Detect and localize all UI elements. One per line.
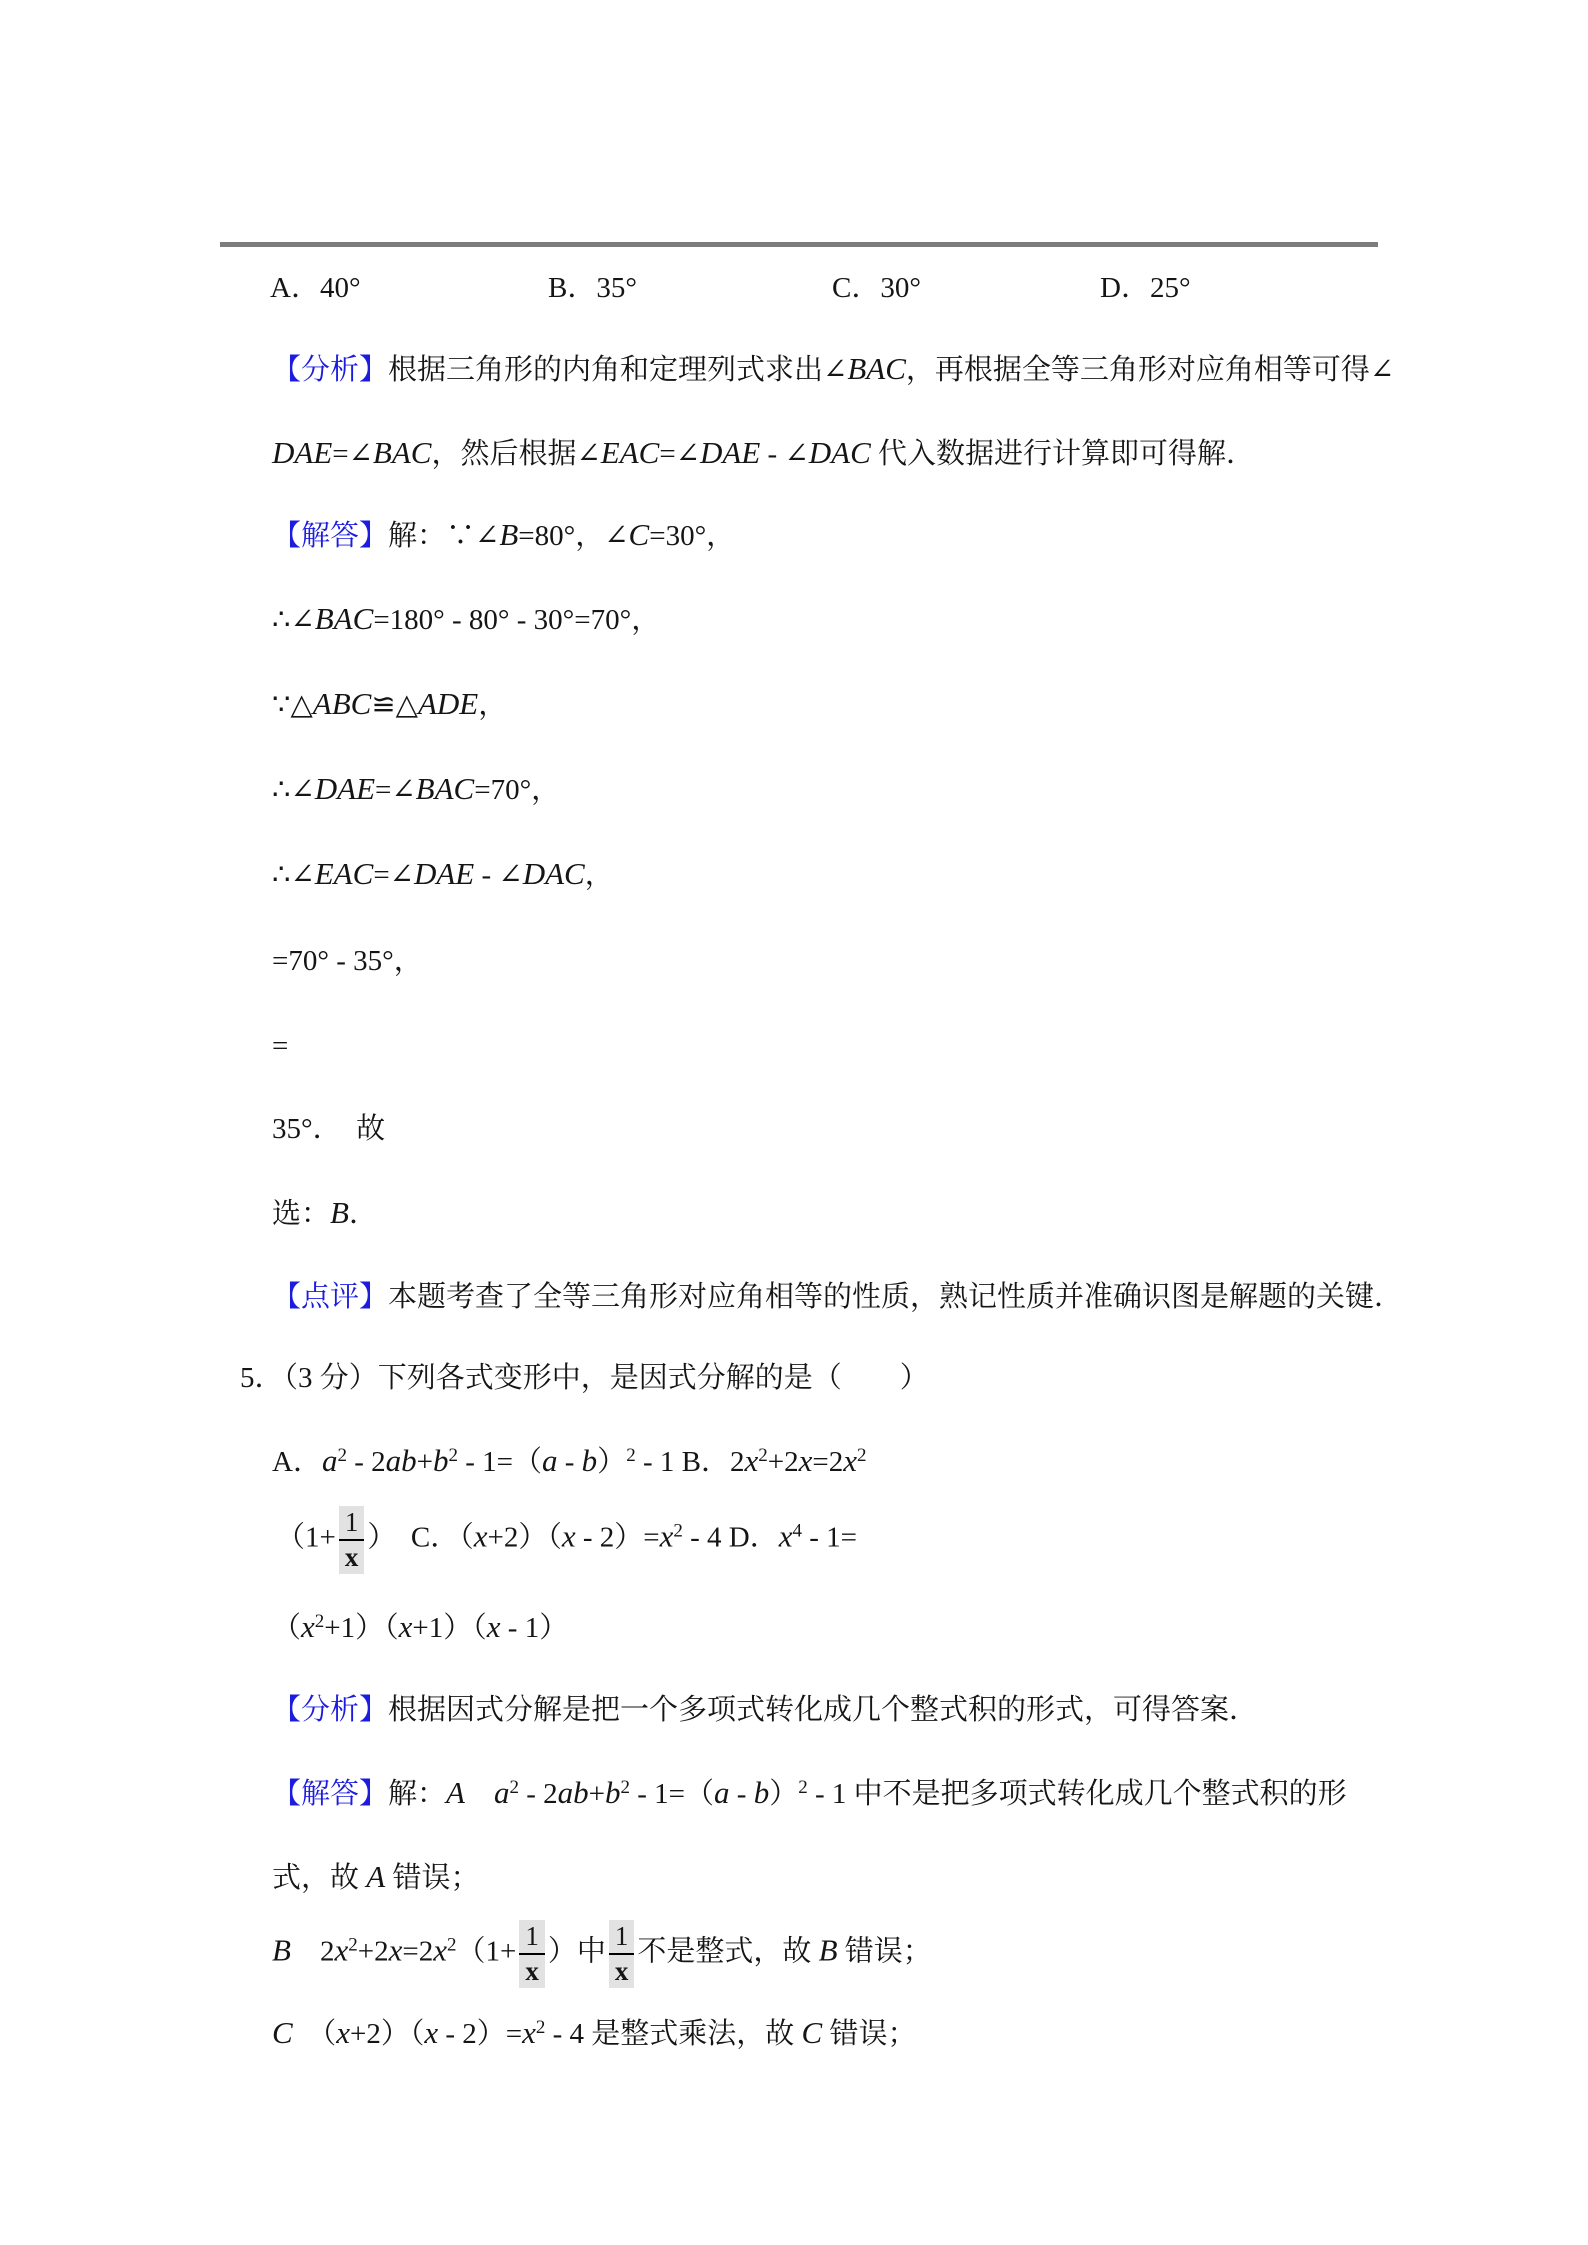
math-variable: DAE (314, 771, 376, 806)
fraction-denominator: x (519, 1953, 545, 1988)
math-variable: x (843, 1443, 857, 1478)
fraction-denominator: x (339, 1539, 365, 1574)
superscript: 2 (448, 1445, 458, 1466)
q4-option-d: D．25° (1100, 272, 1191, 304)
q5-solution-option-a (272, 1776, 1347, 1812)
text-run: ， (584, 859, 614, 891)
text-run: 选： (272, 1198, 331, 1230)
text-run: ） C．（ (367, 1521, 474, 1554)
text-run: ，然后根据∠ (431, 438, 601, 470)
q4-option-b: B．35° (548, 272, 637, 304)
text-run: ∴∠ (272, 604, 315, 636)
superscript: 2 (758, 1445, 768, 1466)
text-run: A． (272, 1446, 322, 1478)
math-variable: b (753, 1775, 770, 1810)
text-run: =70° - 35°， (272, 945, 423, 977)
text-run: ， (478, 689, 508, 721)
text-run: - 4 是整式乘法，故 (545, 2018, 802, 2050)
text-run: - 1= (802, 1521, 858, 1554)
superscript: 2 (348, 1934, 358, 1956)
text-run: 不是整式，故 (637, 1935, 819, 1968)
q4-step-substitution (272, 943, 423, 979)
math-variable: x (424, 2015, 439, 2050)
math-variable: x (388, 1932, 403, 1968)
q5-solution-option-a-continued (272, 1860, 479, 1896)
text-run: =∠ (659, 438, 701, 470)
superscript: 2 (856, 1445, 867, 1466)
text-run: ）中 (547, 1935, 606, 1968)
text-run: +1）（ (412, 1612, 487, 1644)
math-variable: ab (385, 1443, 417, 1478)
text-run: 35°． 故 (272, 1113, 386, 1145)
text-run: - ∠ (474, 859, 523, 891)
text-run: ． (348, 1198, 378, 1230)
fraction (519, 1920, 545, 1988)
q4-step-equals (272, 1028, 288, 1064)
text-run: - (729, 1778, 754, 1810)
math-variable: x (798, 1443, 813, 1478)
math-variable: BAC (372, 435, 432, 470)
math-variable: ab (557, 1775, 589, 1810)
text-run: ≌△ (371, 689, 418, 721)
math-variable: b (581, 1443, 598, 1478)
q5-solution-option-b (272, 1920, 932, 1988)
math-variable: ADE (417, 686, 479, 721)
q4-option-c: C．30° (832, 272, 921, 304)
text-run: - 2 (518, 1778, 558, 1810)
math-variable: a (321, 1443, 338, 1478)
fraction-numerator: 1 (614, 1921, 629, 1951)
q4-step-angle-bac (272, 602, 660, 638)
text-run: =70°， (474, 774, 561, 806)
math-variable: x (433, 1932, 447, 1968)
text-run: ，再根据全等三角形对应角相等可得∠ (905, 354, 1395, 386)
superscript: 2 (798, 1777, 808, 1798)
math-variable: A (446, 1775, 465, 1810)
math-variable: DAC (808, 435, 871, 470)
q5-analysis-line (272, 1692, 1258, 1728)
text-run: +2 (357, 1935, 389, 1968)
text-run: =∠ (373, 859, 414, 891)
math-variable: b (605, 1775, 621, 1810)
text-run: - 1） (500, 1612, 569, 1644)
text-run: （ (272, 1612, 302, 1644)
text-run: - 2 (346, 1446, 386, 1478)
math-variable: x (659, 1518, 674, 1554)
math-variable: ABC (312, 686, 372, 721)
fraction-numerator: 1 (344, 1507, 359, 1537)
math-variable: DAE (413, 856, 475, 891)
math-variable: EAC (600, 435, 660, 470)
text-run: =2 (402, 1935, 434, 1968)
math-variable: DAE (272, 435, 333, 470)
q5-solution-option-c (272, 2016, 917, 2052)
superscript: 2 (620, 1777, 631, 1798)
text-run: ∴∠ (272, 859, 315, 891)
math-variable: B (818, 1932, 838, 1968)
text-run: =∠ (375, 774, 416, 806)
text-run: - 2）= (438, 2018, 523, 2050)
q4-step-angle-dae (272, 772, 560, 808)
text-run: +2）（ (349, 2018, 425, 2050)
q5-options-c-d (276, 1506, 857, 1574)
math-variable: DAC (522, 856, 585, 891)
page-top-divider (220, 242, 1378, 247)
section-label: 【分析】 (272, 1694, 389, 1726)
math-variable: x (473, 1518, 488, 1554)
text-run: 错误； (385, 1862, 480, 1894)
math-variable: x (486, 1609, 501, 1644)
superscript: 4 (792, 1520, 802, 1542)
math-variable: x (744, 1443, 759, 1478)
math-variable: x (301, 1609, 315, 1644)
text-run: - (557, 1446, 582, 1478)
text-run: 错误； (837, 1935, 932, 1968)
superscript: 2 (673, 1520, 683, 1542)
text-run: ∴∠ (272, 774, 315, 806)
text-run: ∵△ (272, 689, 313, 721)
q4-step-angle-eac (272, 857, 614, 893)
math-variable: a (493, 1775, 510, 1810)
text-run: - 1 中不是把多项式转化成几个整式积的形 (807, 1778, 1347, 1810)
text-run (465, 1778, 494, 1810)
math-variable: x (336, 2015, 350, 2050)
q4-review-line (272, 1279, 1403, 1315)
fraction (609, 1920, 635, 1988)
text-run: +1）（ (324, 1612, 399, 1644)
text-run: 错误； (822, 2018, 917, 2050)
text-run: （1+ (276, 1521, 336, 1554)
text-run: =2 (812, 1446, 844, 1478)
text-run: 解：∵∠ (388, 520, 500, 552)
math-variable: x (398, 1609, 413, 1644)
superscript: 2 (626, 1445, 636, 1466)
superscript: 2 (446, 1934, 457, 1956)
math-variable: DAE (700, 435, 761, 470)
text-run: - 1=（ (457, 1446, 542, 1478)
text-run: ） (769, 1778, 799, 1810)
text-run: = (272, 1030, 289, 1062)
text-run: 解： (388, 1778, 447, 1810)
fraction (339, 1506, 365, 1574)
text-run: + (588, 1778, 606, 1810)
q5-option-d-continued (272, 1610, 568, 1646)
math-variable: x (561, 1518, 576, 1554)
math-variable: C (628, 517, 650, 552)
fraction-denominator: x (609, 1953, 635, 1988)
section-label: 【分析】 (272, 354, 389, 386)
math-variable: a (542, 1443, 558, 1478)
text-run: （ (292, 2018, 337, 2050)
q4-option-a: A．40° (270, 272, 361, 304)
math-variable: EAC (314, 856, 374, 891)
superscript: 2 (314, 1611, 325, 1632)
math-variable: a (714, 1775, 730, 1810)
q4-analysis-line-1 (272, 352, 1394, 388)
q4-solution-intro (272, 518, 735, 554)
text-run: - ∠ (760, 438, 809, 470)
text-run: =30°， (649, 520, 736, 552)
text-run: +2 (767, 1446, 799, 1478)
text-run: 2 (290, 1935, 335, 1968)
text-run: 根据三角形的内角和定理列式求出∠ (388, 354, 848, 386)
superscript: 2 (337, 1445, 347, 1466)
math-variable: x (522, 2015, 536, 2050)
text-run: + (416, 1446, 433, 1478)
q4-step-result (272, 1111, 385, 1147)
section-label: 【解答】 (272, 520, 389, 552)
text-run: - 2）= (575, 1521, 660, 1554)
text-run: 式，故 (272, 1862, 367, 1894)
text-run: - 1 B．2 (635, 1446, 745, 1478)
text-run: +2）（ (487, 1521, 562, 1554)
math-variable: B (330, 1195, 349, 1230)
math-variable: BAC (415, 771, 475, 806)
math-variable: x (334, 1932, 349, 1968)
math-variable: x (778, 1518, 793, 1554)
math-variable: B (499, 517, 519, 552)
text-run: （1+ (456, 1935, 517, 1968)
text-run: =∠ (332, 438, 373, 470)
q4-analysis-line-2 (272, 436, 1255, 472)
text-run: - 4 D． (682, 1521, 779, 1554)
math-variable: A (366, 1859, 386, 1894)
fraction-numerator: 1 (525, 1921, 539, 1951)
text-run: - 1=（ (630, 1778, 715, 1810)
section-label: 【解答】 (272, 1778, 389, 1810)
superscript: 2 (535, 2017, 546, 2038)
text-run: 代入数据进行计算即可得解． (870, 438, 1256, 470)
text-run: 根据因式分解是把一个多项式转化成几个整式积的形式，可得答案． (388, 1694, 1259, 1726)
q5-options-a-b (272, 1444, 866, 1480)
math-variable: BAC (314, 601, 374, 636)
math-variable: C (801, 2015, 823, 2050)
math-variable: C (272, 2015, 293, 2050)
superscript: 2 (509, 1777, 519, 1798)
text-run: =80°，∠ (518, 520, 629, 552)
q4-answer-choice (272, 1196, 378, 1232)
text-run: 5．（3 分）下列各式变形中，是因式分解的是（ ） (240, 1362, 929, 1394)
math-variable: B (272, 1932, 291, 1968)
q4-step-congruence (272, 687, 507, 723)
section-label: 【点评】 (272, 1281, 389, 1313)
text-run: =180° - 80° - 30°=70°， (373, 604, 661, 636)
text-run: ） (597, 1446, 627, 1478)
text-run: 本题考查了全等三角形对应角相等的性质，熟记性质并准确识图是解题的关键． (388, 1281, 1404, 1313)
math-variable: b (432, 1443, 449, 1478)
q5-stem (240, 1360, 929, 1396)
math-variable: BAC (847, 351, 906, 386)
